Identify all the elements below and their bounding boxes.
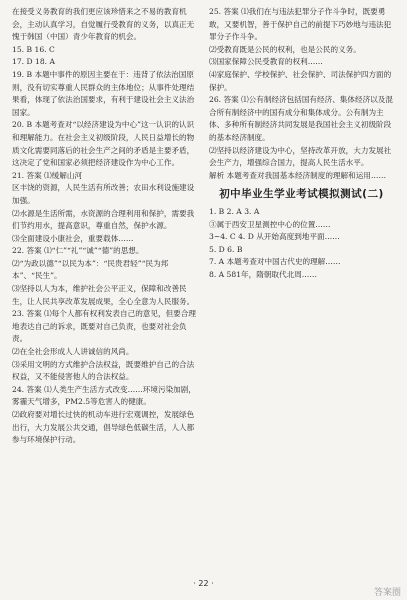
paragraph: 7. A 本题考查对中国古代史的理解…… [209, 257, 341, 267]
watermark: 答案圈 [373, 588, 401, 598]
right-column [209, 6, 394, 281]
paragraph: 21. 答案 ⑴缓解山河 [12, 170, 83, 180]
paragraph: 26. 答案 ⑴公有制经济包括国有经济、集体经济以及混合所有制经济中的国有成分和集体成分。公有制为主体、多种所有制经济共同发展是我国社会主义初级阶段的基本经济制度。 [209, 95, 393, 142]
paragraph: ⑵在全社会形成人人讲诚信的风尚。 [12, 347, 134, 357]
paragraph: 5. D 6. B [209, 244, 243, 254]
paragraph: 23. 答案 ⑴每个人都有权利发表自己的意见，但要合理地表达自己的诉求，既要对自己负责，也要对社会负责。 [12, 309, 196, 344]
paragraph: ⑵政府要对增长过快的机动车进行宏观调控，发展绿色出行，大力发展公共交通，倡导绿色低碳生活，人人都参与环境保护行动。 [12, 410, 195, 445]
paragraph: 解析 本题考查对我国基本经济制度的理解和运用…… [209, 170, 387, 180]
paragraph: 8. A 581年，隋朝取代北周…… [209, 269, 317, 279]
paragraph: 1. B 2. A 3. A [209, 206, 260, 216]
paragraph: ⑵水源是生活所需，水资源的合理利用和保护，需要我们节约用水，提高意识，尊重自然，保护水源。 [12, 208, 195, 231]
paragraph: ⑶国家保障公民受教育的权利…… [209, 57, 323, 67]
paragraph: ⑵坚持以经济建设为中心，坚持改革开放，大力发展社会生产力，增强综合国力，提高人民生活水平。 [209, 145, 392, 168]
paragraph: ⑶采用文明的方式维护合法权益，既要维护自己的合法权益，又不能侵害他人的合法权益。 [12, 359, 195, 382]
page-number: · 22 · [193, 579, 214, 588]
paragraph: 17. D 18. A [12, 57, 55, 67]
paragraph: 24. 答案 ⑴人类生产生活方式改变……环境污染加剧，雾霾天气增多，PM2.5等危害人的健康。 [12, 384, 196, 407]
paragraph: ⑵受教育既是公民的权利，也是公民的义务。 [209, 44, 361, 54]
paragraph: 19. B 本题中事件的原因主要在于：违背了依法治国原则，没有切实尊重人民群众的主体地位；从事件处理结果看，体现了依法治国要求，有利于建设社会主义法治国家。 [12, 69, 195, 117]
paragraph: ⑷家庭保护、学校保护、社会保护、司法保护四方面的保护。 [209, 69, 392, 92]
paragraph: ⑵“为政以德”“以民为本”：“民贵君轻”“民为邦本”、“民生”。 [12, 258, 169, 281]
paragraph: ③属于西安卫星测控中心的位置…… [209, 219, 331, 229]
paragraph: 区丰饶的资源，人民生活有所改善；农田水利设施建设加强。 [12, 183, 195, 205]
paragraph: 25. 答案 ⑴我们在与违法犯罪分子作斗争时，既要勇敢，又要机智，善于保护自己的前提下巧妙地与违法犯罪分子作斗争。 [209, 7, 392, 42]
paragraph: 15. B 16. C [12, 44, 55, 54]
paragraph: 20. B 本题考查对“以经济建设为中心”这一认识的认识和理解能力。在社会主义初级阶段，人民日益增长的物质文化需要同落后的社会生产之间的矛盾是主要矛盾，这决定了党和国家必须把经济建设作为中心工作。 [12, 120, 195, 168]
paragraph: 在接受义务教育的我们更应该珍惜来之不易的教育机会，主动认真学习，自觉履行受教育的义务，以真正无愧于韩国（中国）青少年教育的机会。 [12, 7, 195, 42]
paragraph: 3~4. C 4. D 从开始高度到地平面…… [209, 232, 340, 242]
paragraph: ⑶全面建设小康社会，重要载体…… [12, 233, 134, 243]
section-title: 初中毕业生学业考试模拟测试(二) [219, 188, 384, 201]
paragraph: 22. 答案 ⑴“仁”“礼”“诚”“德”的思想。 [12, 246, 144, 256]
left-column [12, 6, 197, 447]
paragraph: ⑶坚持以人为本，维护社会公平正义，保障和改善民生，让人民共享改革发展成果，全心全意为人民服务。 [12, 284, 195, 306]
